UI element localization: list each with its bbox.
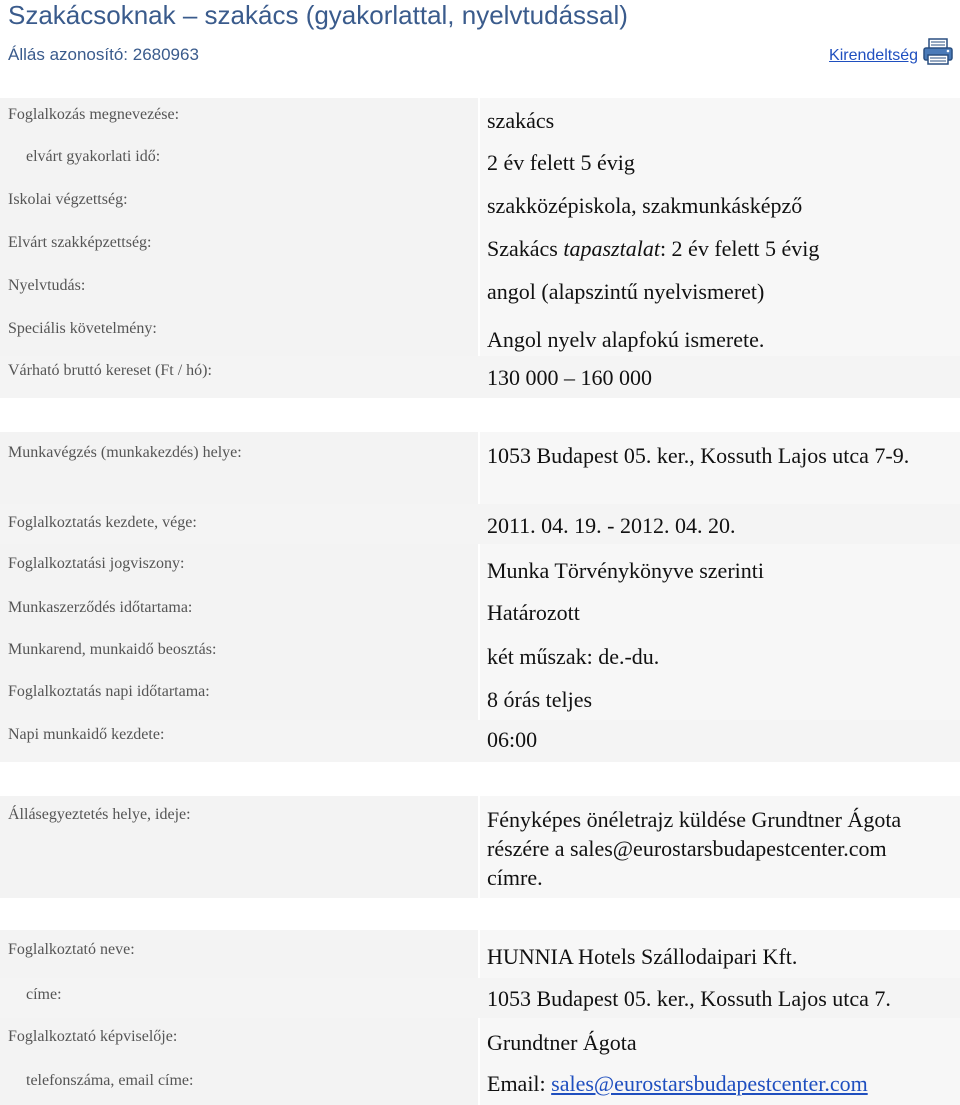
table-row: [0, 930, 960, 978]
row-label: telefonszáma, email címe:: [26, 1072, 194, 1089]
row-value: [487, 1069, 868, 1098]
row-label: Foglalkoztató neve:: [8, 941, 135, 958]
printer-icon[interactable]: [922, 38, 954, 66]
row-value: 130 000 – 160 000: [487, 365, 652, 390]
kirendeltseg-link[interactable]: Kirendeltség: [829, 47, 918, 64]
section-employment: [0, 432, 960, 762]
row-label: Nyelvtudás:: [8, 277, 86, 294]
table-row: [0, 432, 960, 504]
page-title: Szakácsoknak – szakács (gyakorlattal, nyelvtudással): [8, 0, 628, 30]
table-row: [0, 796, 960, 898]
value-part: Szakács: [487, 236, 564, 261]
row-label: Foglalkozás megnevezése:: [8, 106, 180, 123]
row-label: Várható bruttó kereset (Ft / hó):: [8, 362, 212, 379]
row-label: Munkaszerződés időtartama:: [8, 599, 193, 616]
table-row: [0, 313, 960, 356]
value-part: Email:: [487, 1071, 552, 1096]
table-row: [0, 98, 960, 141]
row-value: Munka Törvénykönyve szerinti: [487, 558, 764, 583]
row-label: Speciális követelmény:: [8, 320, 157, 337]
row-value: HUNNIA Hotels Szállodaipari Kft.: [487, 944, 798, 969]
row-label: Foglalkoztatási jogviszony:: [8, 555, 185, 572]
row-label: Munkavégzés (munkakezdés) helye:: [8, 444, 242, 461]
row-value: [487, 234, 819, 263]
section-employer: [0, 930, 960, 1105]
row-label: Állásegyeztetés helye, ideje:: [8, 806, 191, 823]
row-value: 2011. 04. 19. - 2012. 04. 20.: [487, 513, 736, 538]
row-value: Grundtner Ágota: [487, 1030, 637, 1055]
row-value: szakács: [487, 108, 555, 133]
row-value: Angol nyelv alapfokú ismerete.: [487, 327, 765, 352]
row-value: Fényképes önéletrajz küldése Grundtner Ágota részére a sales@eurostarsbudapestcenter.com címre.: [487, 807, 902, 890]
row-value: szakközépiskola, szakmunkásképző: [487, 193, 803, 218]
table-row: [0, 356, 960, 398]
table-row: [0, 588, 960, 633]
table-row: [0, 1062, 960, 1105]
row-value: 1053 Budapest 05. ker., Kossuth Lajos utca 7.: [487, 986, 891, 1011]
value-part: : 2 év felett 5 évig: [659, 236, 820, 261]
email-link[interactable]: sales@eurostarsbudapestcenter.com: [551, 1071, 868, 1096]
section-application: [0, 796, 960, 898]
table-row: [0, 184, 960, 227]
row-value: Határozott: [487, 600, 580, 625]
table-row: [0, 504, 960, 544]
table-row: [0, 1018, 960, 1062]
table-row: [0, 978, 960, 1018]
row-label: címe:: [26, 986, 62, 1003]
row-label: Foglalkoztató képviselője:: [8, 1028, 178, 1045]
table-row: [0, 270, 960, 313]
table-row: [0, 227, 960, 270]
value-italic: tapasztalat: [563, 236, 660, 261]
row-value: 06:00: [487, 727, 538, 752]
row-label: Elvárt szakképzettség:: [8, 234, 152, 251]
row-label: Iskolai végzettség:: [8, 191, 128, 208]
table-row: [0, 720, 960, 762]
row-value: 8 órás teljes: [487, 687, 593, 712]
row-label: Napi munkaidő kezdete:: [8, 726, 165, 743]
job-id: Állás azonosító: 2680963: [8, 45, 199, 64]
row-label: Munkarend, munkaidő beosztás:: [8, 641, 217, 658]
row-value: 1053 Budapest 05. ker., Kossuth Lajos utca 7-9.: [487, 443, 910, 468]
section-job-requirements: [0, 98, 960, 398]
row-value: angol (alapszintű nyelvismeret): [487, 279, 765, 304]
row-label: elvárt gyakorlati idő:: [26, 148, 161, 165]
table-row: [0, 141, 960, 184]
table-row: [0, 544, 960, 588]
row-value: 2 év felett 5 évig: [487, 150, 635, 175]
table-row: [0, 677, 960, 720]
row-label: Foglalkoztatás napi időtartama:: [8, 683, 210, 700]
table-row: [0, 633, 960, 677]
row-value: két műszak: de.-du.: [487, 644, 660, 669]
row-label: Foglalkoztatás kezdete, vége:: [8, 514, 197, 531]
